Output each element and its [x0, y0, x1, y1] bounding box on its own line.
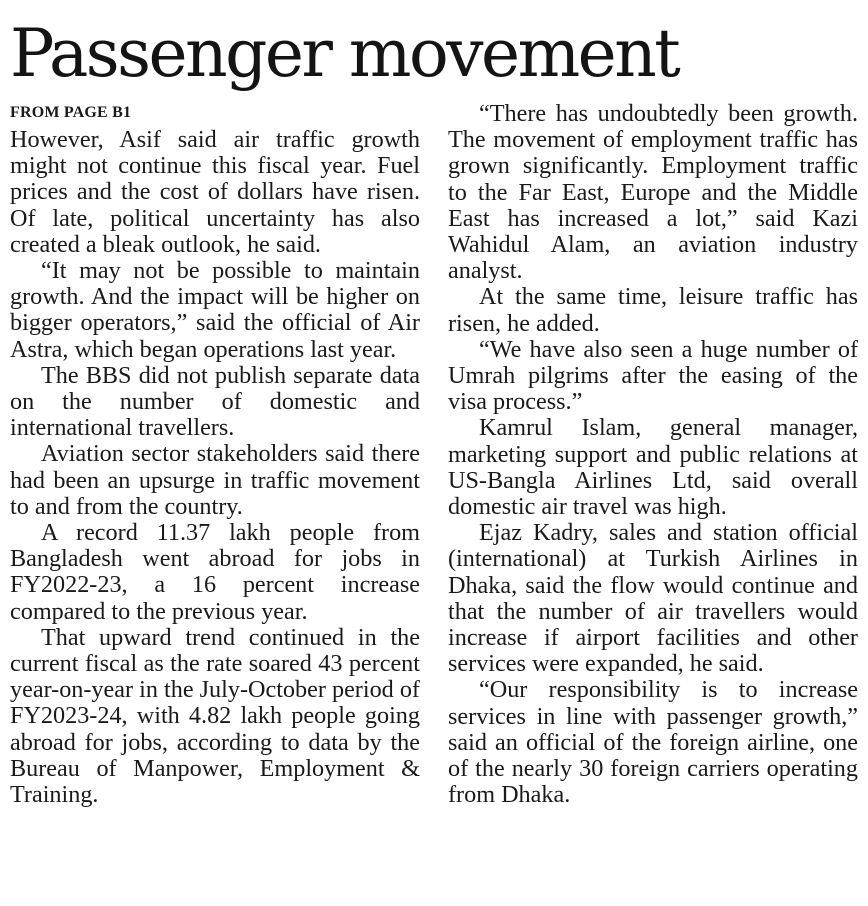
paragraph: “It may not be possible to maintain growth. And the impact will be higher on bigger operators,” said the official of Air Astra, which began operations last year. [10, 257, 420, 363]
kicker: FROM PAGE B1 [10, 104, 132, 121]
paragraph: “We have also seen a huge number of Umrah pilgrims after the easing of the visa process.” [448, 335, 858, 416]
headline: Passenger movement [10, 15, 679, 92]
paragraph: At the same time, leisure traffic has risen, he added. [448, 283, 858, 337]
paragraph: Ejaz Kadry, sales and station official (international) at Turkish Airlines in Dhaka, said the flow would continue and that the number of air travellers would increase if airport facilities and other services were expanded, he said. [448, 519, 858, 678]
paragraph: The BBS did not publish separate data on the number of domestic and international travellers. [10, 361, 420, 442]
paragraph: Aviation sector stakeholders said there had been an upsurge in traffic movement to and from the country. [10, 440, 420, 520]
paragraph: That upward trend continued in the current fiscal as the rate soared 43 percent year-on-year in the July-October period of FY2023-24, with 4.82 lakh people going abroad for jobs, according to data by the Bureau of Manpower, Employment & Training. [10, 623, 420, 809]
paragraph: “Our responsibility is to increase services in line with passenger growth,” said an official of the foreign airline, one of the nearly 30 foreign carriers operating from Dhaka. [448, 676, 858, 809]
article-column-left [10, 101, 420, 808]
paragraph: Kamrul Islam, general manager, marketing support and public relations at US-Bangla Airlines Ltd, said overall domestic air travel was high. [448, 414, 858, 521]
paragraph: However, Asif said air traffic growth might not continue this fiscal year. Fuel prices and the cost of dollars have risen. Of late, political uncertainty has also created a bleak outlook, he said. [10, 126, 420, 258]
article-column-right [448, 101, 858, 808]
paragraph: A record 11.37 lakh people from Bangladesh went abroad for jobs in FY2022-23, a 16 percent increase compared to the previous year. [10, 519, 420, 625]
paragraph: “There has undoubtedly been growth. The movement of employment traffic has grown significantly. Employment traffic to the Far East, Europe and the Middle East has increased a lot,” said Kazi Wahidul Alam, an aviation industry analyst. [448, 100, 858, 285]
